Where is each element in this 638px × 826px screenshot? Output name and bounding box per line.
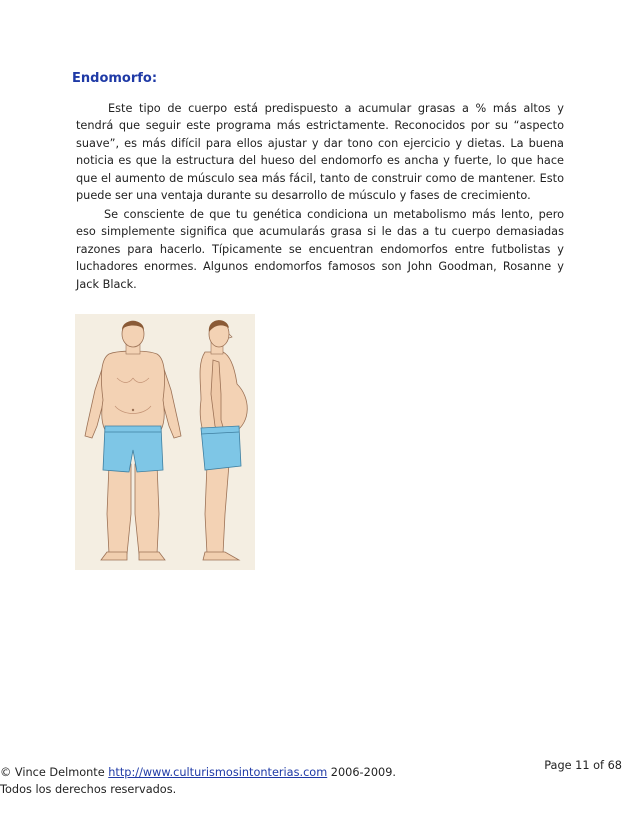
page-number: Page 11 of 68 xyxy=(544,759,622,772)
copyright-years: 2006-2009. xyxy=(327,766,396,779)
paragraph-genetics: Se consciente de que tu genética condiciona un metabolismo más lento, pero eso simplemente significa que acumularás grasa si le das a tu cuerpo demasiadas razones para hacerlo. Típicamente se encuentran endomorfos entre futbolistas y luchadores enormes. Algunos endomorfos famosos son John Goodman, Rosanne y Jack Black. xyxy=(76,208,564,291)
section-heading: Endomorfo: xyxy=(72,71,158,86)
endomorph-body-illustration xyxy=(75,314,255,570)
paragraph-description: Este tipo de cuerpo está predispuesto a acumular grasas a % más altos y tendrá que seguir este programa más estrictamente. Reconocidos por su “aspecto suave”, es más difícil para ellos ajustar y dar tono con ejercicio y dietas. La buena noticia es que la estructura del hueso del endomorfo es ancha y fuerte, lo que hace que el aumento de músculo sea más fácil, tanto de construir como de mantener. Esto puede ser una ventaja durante su desarrollo de músculo y fases de crecimiento. xyxy=(76,102,564,203)
copyright-prefix: © Vince Delmonte xyxy=(0,766,109,779)
rights-reserved: Todos los derechos reservados. xyxy=(0,783,177,796)
website-link[interactable]: http://www.culturismosintonterias.com xyxy=(108,766,328,779)
footer-copyright xyxy=(0,764,396,798)
